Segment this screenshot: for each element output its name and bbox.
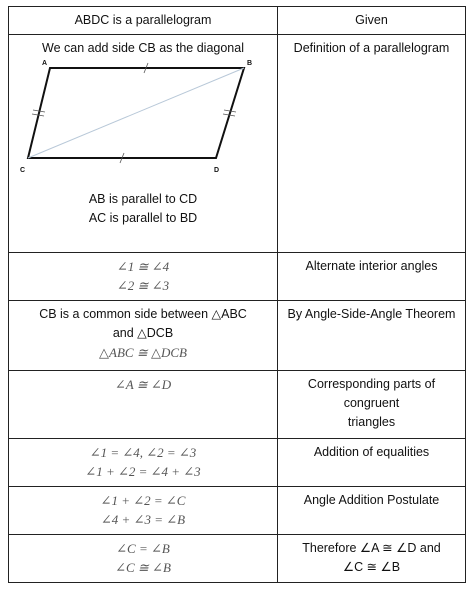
statement-cell <box>9 301 278 371</box>
reason-text: Definition of a parallelogram <box>293 41 450 55</box>
reason-text: Alternate interior angles <box>305 259 438 273</box>
statement-text: ∠1 = ∠4, ∠2 = ∠3 <box>89 445 197 460</box>
reason-cell <box>278 301 466 371</box>
proof-row-2 <box>9 35 466 253</box>
statement-text: ∠1 ≅ ∠4 <box>116 259 170 274</box>
statement-text: ∠C = ∠B <box>116 541 170 556</box>
reason-text: Therefore ∠A ≅ ∠D and <box>302 541 441 555</box>
vertex-label-c: C <box>20 167 26 174</box>
parallelogram-diagram <box>18 60 268 180</box>
statement-cell <box>9 7 278 35</box>
reason-text: triangles <box>347 415 396 429</box>
diagonal-cb <box>28 68 244 158</box>
reason-cell <box>278 7 466 35</box>
reason-text: congruent <box>343 396 400 410</box>
reason-cell <box>278 535 466 583</box>
statement-cell <box>9 535 278 583</box>
statement-text: AC is parallel to BD <box>88 211 198 225</box>
proof-row-8 <box>9 535 466 583</box>
proof-row-4 <box>9 301 466 371</box>
statement-text: CB is a common side between △ABC <box>39 307 247 321</box>
proof-row-6 <box>9 439 466 487</box>
statement-text: △ABC ≅ △DCB <box>99 345 187 360</box>
reason-cell <box>278 439 466 487</box>
proof-row-3 <box>9 253 466 301</box>
statement-text: AB is parallel to CD <box>88 192 198 206</box>
statement-text: ∠1 + ∠2 = ∠4 + ∠3 <box>85 464 201 479</box>
reason-text: Given <box>355 13 388 27</box>
statement-cell <box>9 487 278 535</box>
statement-text: ∠4 + ∠3 = ∠B <box>100 512 186 527</box>
statement-cell <box>9 439 278 487</box>
proof-row-7 <box>9 487 466 535</box>
statement-text: and △DCB <box>112 326 174 340</box>
reason-text: Addition of equalities <box>313 445 430 459</box>
reason-text: Corresponding parts of <box>307 377 436 391</box>
reason-cell <box>278 487 466 535</box>
proof-table <box>8 6 466 583</box>
statement-text: ABDC is a parallelogram <box>74 13 212 27</box>
vertex-label-d: D <box>214 167 220 174</box>
reason-cell <box>278 253 466 301</box>
reason-text: Angle Addition Postulate <box>303 493 440 507</box>
proof-row-5 <box>9 371 466 439</box>
reason-cell <box>278 371 466 439</box>
statement-cell <box>9 35 278 253</box>
statement-text: ∠1 + ∠2 = ∠C <box>100 493 186 508</box>
statement-text: ∠C ≅ ∠B <box>115 560 171 575</box>
statement-cell <box>9 371 278 439</box>
statement-intro: We can add side CB as the diagonal <box>42 41 244 55</box>
reason-text: ∠C ≅ ∠B <box>342 560 401 574</box>
reason-text: By Angle-Side-Angle Theorem <box>287 307 456 321</box>
reason-cell <box>278 35 466 253</box>
statement-text: ∠A ≅ ∠D <box>114 377 172 392</box>
statement-text: ∠2 ≅ ∠3 <box>116 278 170 293</box>
vertex-label-a: A <box>42 60 48 67</box>
vertex-label-b: B <box>247 60 253 67</box>
statement-cell <box>9 253 278 301</box>
proof-row-1 <box>9 7 466 35</box>
